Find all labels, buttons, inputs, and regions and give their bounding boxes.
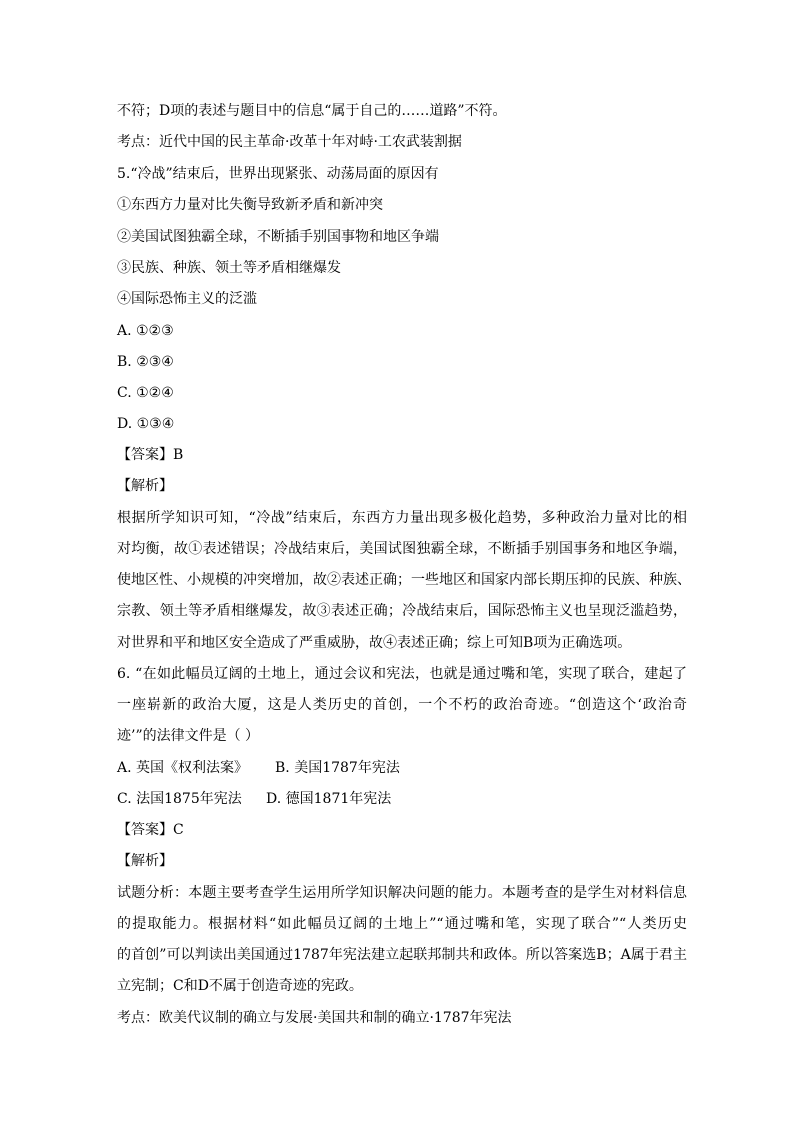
q6-option-d: D. 德国1871年宪法 (266, 791, 392, 807)
q6-option-b: B. 美国1787年宪法 (275, 760, 400, 776)
q6-kaodian: 考点：欧美代议制的确立与发展·美国共和制的确立·1787年宪法 (117, 1010, 512, 1026)
q6-analysis-line-4: 立宪制；C和D不属于创造奇迹的宪政。 (117, 978, 363, 994)
q6-analysis-line-3: 的首创”可以判读出美国通过1787年宪法建立起联邦制共和政体。所以答案选B；A属于君主 (117, 947, 687, 963)
q6-analysis-line-1: 试题分析：本题主要考查学生运用所学知识解决问题的能力。本题考查的是学生对材料信息 (117, 885, 687, 901)
q5-answer: 【答案】B (117, 447, 184, 463)
q4-analysis-tail: 不符；D项的表述与题目中的信息“属于自己的……道路”不符。 (117, 103, 507, 119)
q5-option-a: A. ①②③ (117, 323, 174, 339)
q5-option-c: C. ①②④ (117, 385, 174, 401)
q5-analysis-line-1: 根据所学知识可知，“冷战”结束后，东西方力量出现多极化趋势，多种政治力量对比的相 (117, 510, 687, 526)
q5-option-b: B. ②③④ (117, 354, 174, 370)
q5-analysis-title: 【解析】 (117, 478, 173, 494)
q5-stem: 5.“冷战”结束后，世界出现紧张、动荡局面的原因有 (117, 166, 439, 182)
q6-stem-line-1: 6. “在如此幅员辽阔的土地上，通过会议和宪法，也就是通过嘴和笔，实现了联合，建起了 (117, 666, 687, 682)
q5-item-4: ④国际恐怖主义的泛滥 (117, 291, 257, 307)
q6-option-c: C. 法国1875年宪法 (117, 791, 242, 807)
q6-analysis-line-2: 的提取能力。根据材料“如此幅员辽阔的土地上”“通过嘴和笔，实现了联合”“人类历史 (117, 916, 687, 932)
q6-answer: 【答案】C (117, 822, 184, 838)
q5-item-2: ②美国试图独霸全球，不断插手别国事物和地区争端 (117, 229, 439, 245)
q5-item-1: ①东西方力量对比失衡导致新矛盾和新冲突 (117, 197, 383, 213)
q4-kaodian: 考点：近代中国的民主革命·改革十年对峙·工农武装割据 (117, 134, 462, 150)
q5-analysis-line-2: 对均衡，故①表述错误；冷战结束后，美国试图独霸全球，不断插手别国事务和地区争端， (117, 541, 687, 557)
q6-stem-line-3: 迹’”的法律文件是（ ） (117, 728, 260, 744)
q5-item-3: ③民族、种族、领土等矛盾相继爆发 (117, 260, 341, 276)
q5-analysis-line-4: 宗教、领土等矛盾相继爆发，故③表述正确；冷战结束后，国际恐怖主义也呈现泛滥趋势， (117, 603, 687, 619)
q6-option-a: A. 英国《权利法案》 (117, 760, 249, 776)
q6-stem-line-2: 一座崭新的政治大厦，这是人类历史的首创，一个不朽的政治奇迹。“创造这个‘政治奇 (117, 697, 687, 713)
q6-analysis-title: 【解析】 (117, 853, 173, 869)
q5-analysis-line-5: 对世界和平和地区安全造成了严重威胁，故④表述正确；综上可知B项为正确选项。 (117, 635, 632, 651)
q5-option-d: D. ①③④ (117, 416, 175, 432)
q5-analysis-line-3: 使地区性、小规模的冲突增加，故②表述正确；一些地区和国家内部长期压抑的民族、种族、 (117, 572, 691, 588)
